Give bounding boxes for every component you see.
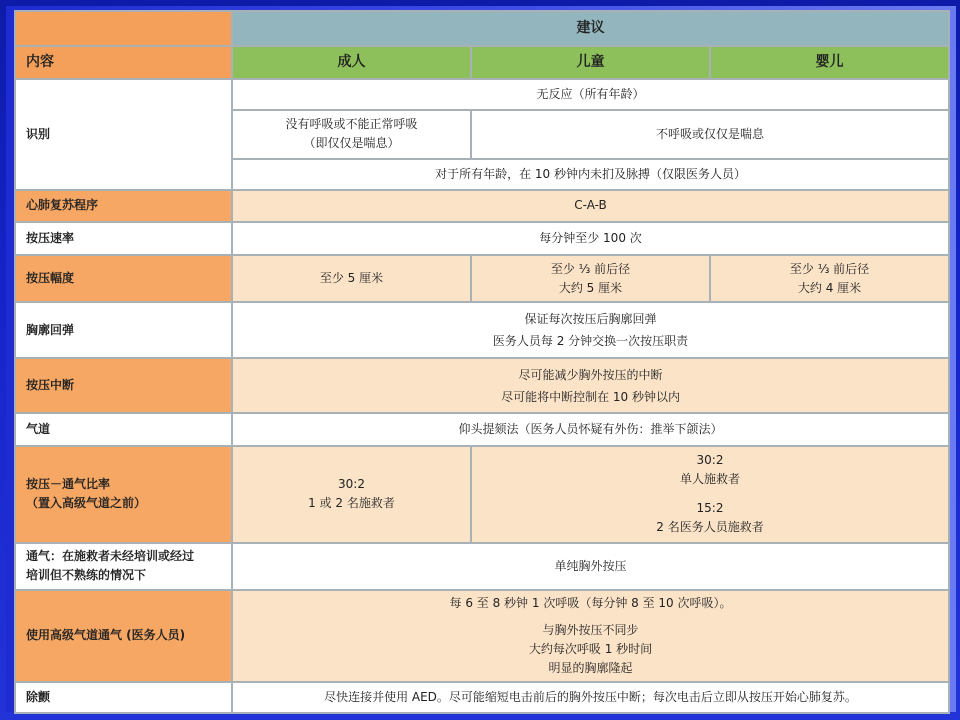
ratio-label-line-2: （置入高级气道之前） <box>26 496 147 511</box>
recoil-value <box>232 302 949 357</box>
row-label-airway: 气道 <box>15 413 232 446</box>
row-label-rate: 按压速率 <box>15 222 232 255</box>
ratio-label-line-1: 按压－通气比率 <box>26 477 111 492</box>
header-child: 儿童 <box>471 46 710 79</box>
row-label-recognition: 识别 <box>15 79 232 190</box>
recognition-adult-line-2: （即仅仅是喘息） <box>303 136 400 151</box>
rate-value: 每分钟至少 100 次 <box>232 222 949 255</box>
depth-child <box>471 255 710 302</box>
untrained-label-line-2: 培训但不熟练的情况下 <box>26 568 147 583</box>
row-label-ratio <box>15 446 232 542</box>
advanced-line-4: 明显的胸廓隆起 <box>548 660 633 675</box>
header-recommendation: 建议 <box>232 11 949 46</box>
row-label-sequence: 心肺复苏程序 <box>15 190 232 223</box>
untrained-value: 单纯胸外按压 <box>232 543 949 590</box>
row-label-interruptions: 按压中断 <box>15 358 232 413</box>
header-content: 内容 <box>15 46 232 79</box>
untrained-label-line-1: 通气：在施救者未经培训或经过 <box>26 549 195 564</box>
depth-infant <box>710 255 949 302</box>
ratio-ci-line-4: 2 名医务人员施救者 <box>656 520 764 535</box>
row-label-untrained <box>15 543 232 590</box>
row-label-depth: 按压幅度 <box>15 255 232 302</box>
recoil-line-1: 保证每次按压后胸廓回弹 <box>524 312 657 327</box>
row-label-recoil: 胸廓回弹 <box>15 302 232 357</box>
advanced-line-1: 每 6 至 8 秒钟 1 次呼吸（每分钟 8 至 10 次呼吸）。 <box>449 595 732 610</box>
header-adult: 成人 <box>232 46 471 79</box>
row-label-advanced-airway: 使用高级气道通气 (医务人员) <box>15 590 232 682</box>
ratio-child-infant <box>471 446 949 542</box>
row-label-defib: 除颤 <box>15 682 232 713</box>
header-corner <box>15 11 232 46</box>
recognition-pulse: 对于所有年龄，在 10 秒钟内未扪及脉搏（仅限医务人员） <box>232 159 949 190</box>
ratio-adult-line-1: 30:2 <box>338 477 365 492</box>
recoil-line-2: 医务人员每 2 分钟交换一次按压职责 <box>492 334 689 349</box>
depth-infant-line-2: 大约 4 厘米 <box>797 280 862 295</box>
ratio-adult-line-2: 1 或 2 名施救者 <box>308 496 395 511</box>
defib-value: 尽快连接并使用 AED。尽可能缩短电击前后的胸外按压中断；每次电击后立即从按压开始心肺复苏。 <box>232 682 949 713</box>
interruptions-line-1: 尽可能减少胸外按压的中断 <box>518 367 663 382</box>
ratio-ci-line-3: 15:2 <box>696 501 724 516</box>
advanced-line-3: 大约每次呼吸 1 秒时间 <box>528 641 653 656</box>
airway-value: 仰头提颏法（医务人员怀疑有外伤：推举下颌法） <box>232 413 949 446</box>
depth-child-line-2: 大约 5 厘米 <box>558 280 623 295</box>
advanced-line-2: 与胸外按压不同步 <box>542 622 639 637</box>
depth-infant-line-1: 至少 ⅓ 前后径 <box>789 261 870 276</box>
recognition-adult-breathing <box>232 110 471 159</box>
recognition-unresponsive: 无反应（所有年龄） <box>232 79 949 110</box>
ratio-ci-line-1: 30:2 <box>696 453 724 468</box>
cpr-recommendations-table <box>14 10 950 714</box>
depth-child-line-1: 至少 ⅓ 前后径 <box>550 261 631 276</box>
depth-adult: 至少 5 厘米 <box>232 255 471 302</box>
recognition-adult-line-1: 没有呼吸或不能正常呼吸 <box>285 117 418 132</box>
ratio-adult <box>232 446 471 542</box>
ratio-ci-line-2: 单人施救者 <box>680 472 741 487</box>
interruptions-line-2: 尽可能将中断控制在 10 秒钟以内 <box>501 389 680 404</box>
header-infant: 婴儿 <box>710 46 949 79</box>
recognition-child-infant-breathing: 不呼吸或仅仅是喘息 <box>471 110 949 159</box>
interruptions-value <box>232 358 949 413</box>
sequence-value: C-A-B <box>232 190 949 223</box>
advanced-airway-value <box>232 590 949 682</box>
